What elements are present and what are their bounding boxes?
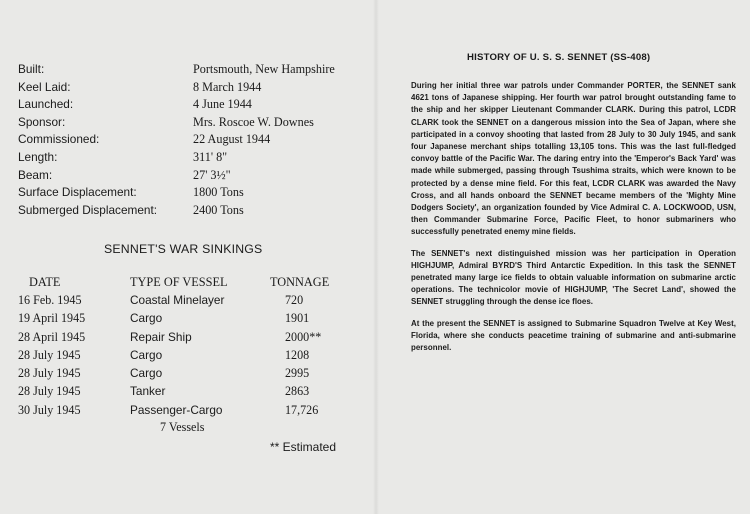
spec-value: 8 March 1944 <box>193 79 262 94</box>
estimated-footnote: ** Estimated <box>270 440 337 454</box>
sinkings-table <box>0 293 370 421</box>
page-fold <box>373 0 379 514</box>
table-row <box>0 311 370 329</box>
spec-label: Length: <box>18 149 58 164</box>
cell-date: 28 July 1945 <box>18 366 81 381</box>
table-row <box>0 403 370 421</box>
cell-tonnage: 2000** <box>285 329 322 344</box>
history-text <box>411 80 736 363</box>
table-row <box>0 348 370 366</box>
ship-specifications <box>18 62 368 220</box>
spec-label: Commissioned: <box>18 132 100 147</box>
cell-tonnage: 17,726 <box>285 402 319 417</box>
spec-value: 22 August 1944 <box>193 132 271 147</box>
history-title: HISTORY OF U. S. S. SENNET (SS-408) <box>467 52 651 63</box>
cell-tonnage: 720 <box>285 293 304 307</box>
cell-date: 28 July 1945 <box>18 347 81 362</box>
table-row <box>0 384 370 402</box>
cell-type: Repair Ship <box>130 329 192 344</box>
cell-type: Passenger-Cargo <box>130 402 223 417</box>
spec-row <box>18 115 368 133</box>
spec-value: 4 June 1944 <box>193 97 252 112</box>
cell-date: 28 April 1945 <box>18 329 86 344</box>
history-paragraph: During her initial three war patrols under Commander PORTER, the SENNET sank 4621 tons of Japanese shipping. Her fourth war patrol brought outstanding fame to the ship and her skipper Lieutenant Commander CLARK. During this patrol, LCDR CLARK took the SENNET on a dangerous mission into the Sea of Japan, where she participated in a convoy shooting that lasted from 28 July to 30 July 1945, and sank four Japanese merchant ships totalling 13,105 tons. This was the last full-fledged convoy battle of the Pacific War. The daring entry into the 'Emperor's Back Yard' was made while submerged, passing through Tsushima straits, which were known to be protected by a dense mine field. For this feat, LCDR CLARK was awarded the Navy Cross, and all hands onboard the SENNET became members of the 'Mighty Mine Dodgers Society', an organization founded by Vice Admiral C. A. LOCKWOOD, USN, then Commander Submarine Force, Pacific Fleet, to honor submariners who successfully penetrated enemy mine fields. <box>411 81 736 237</box>
cell-type: Cargo <box>130 347 163 362</box>
spec-row <box>18 80 368 98</box>
cell-tonnage: 2995 <box>285 366 310 381</box>
cell-date: 19 April 1945 <box>18 311 86 326</box>
spec-value: 1800 Tons <box>193 185 244 200</box>
spec-label: Surface Displacement: <box>18 185 137 200</box>
column-header-type: TYPE OF VESSEL <box>130 275 228 289</box>
spec-value: 2400 Tons <box>193 202 244 217</box>
cell-type: Coastal Minelayer <box>130 293 225 307</box>
column-header-tonnage: TONNAGE <box>270 275 330 289</box>
cell-tonnage: 2863 <box>285 384 310 399</box>
spec-label: Beam: <box>18 167 53 182</box>
spec-label: Built: <box>18 62 45 76</box>
spec-value: Mrs. Roscoe W. Downes <box>193 114 314 129</box>
table-row <box>0 366 370 384</box>
spec-value: 27' 3½" <box>193 167 231 182</box>
cell-date: 28 July 1945 <box>18 384 81 399</box>
vessels-total: 7 Vessels <box>160 420 205 434</box>
history-paragraph: The SENNET's next distinguished mission was her participation in Operation HIGHJUMP, Admiral BYRD'S Third Antarctic Expedition. In this task the SENNET penetrated many large ice fields to obtain valuable information on submarine arctic operations. The technicolor movie of HIGHJUMP, 'The Secret Land', showed the SENNET struggling through the dense ice floes. <box>411 248 736 307</box>
spec-row <box>18 185 368 203</box>
spec-row <box>18 168 368 186</box>
spec-value: Portsmouth, New Hampshire <box>193 62 335 76</box>
table-row <box>0 293 370 311</box>
spec-row <box>18 150 368 168</box>
spec-label: Submerged Displacement: <box>18 202 158 217</box>
spec-label: Keel Laid: <box>18 79 71 94</box>
cell-type: Cargo <box>130 311 163 326</box>
sinkings-title: SENNET'S WAR SINKINGS <box>104 242 263 256</box>
spec-label: Launched: <box>18 97 74 112</box>
table-row <box>0 330 370 348</box>
cell-type: Cargo <box>130 366 163 381</box>
cell-tonnage: 1901 <box>285 311 310 326</box>
cell-type: Tanker <box>130 384 166 399</box>
spec-row <box>18 132 368 150</box>
spec-row <box>18 62 368 80</box>
column-header-date: DATE <box>29 275 61 289</box>
cell-tonnage: 1208 <box>285 347 310 362</box>
cell-date: 30 July 1945 <box>18 402 81 417</box>
history-paragraph: At the present the SENNET is assigned to Submarine Squadron Twelve at Key West, Florida, where she conducts peacetime training of submarine and anti-submarine personnel. <box>411 318 736 353</box>
spec-row <box>18 97 368 115</box>
cell-date: 16 Feb. 1945 <box>18 293 82 307</box>
spec-row <box>18 203 368 221</box>
spec-label: Sponsor: <box>18 114 66 129</box>
spec-value: 311' 8" <box>193 149 228 164</box>
